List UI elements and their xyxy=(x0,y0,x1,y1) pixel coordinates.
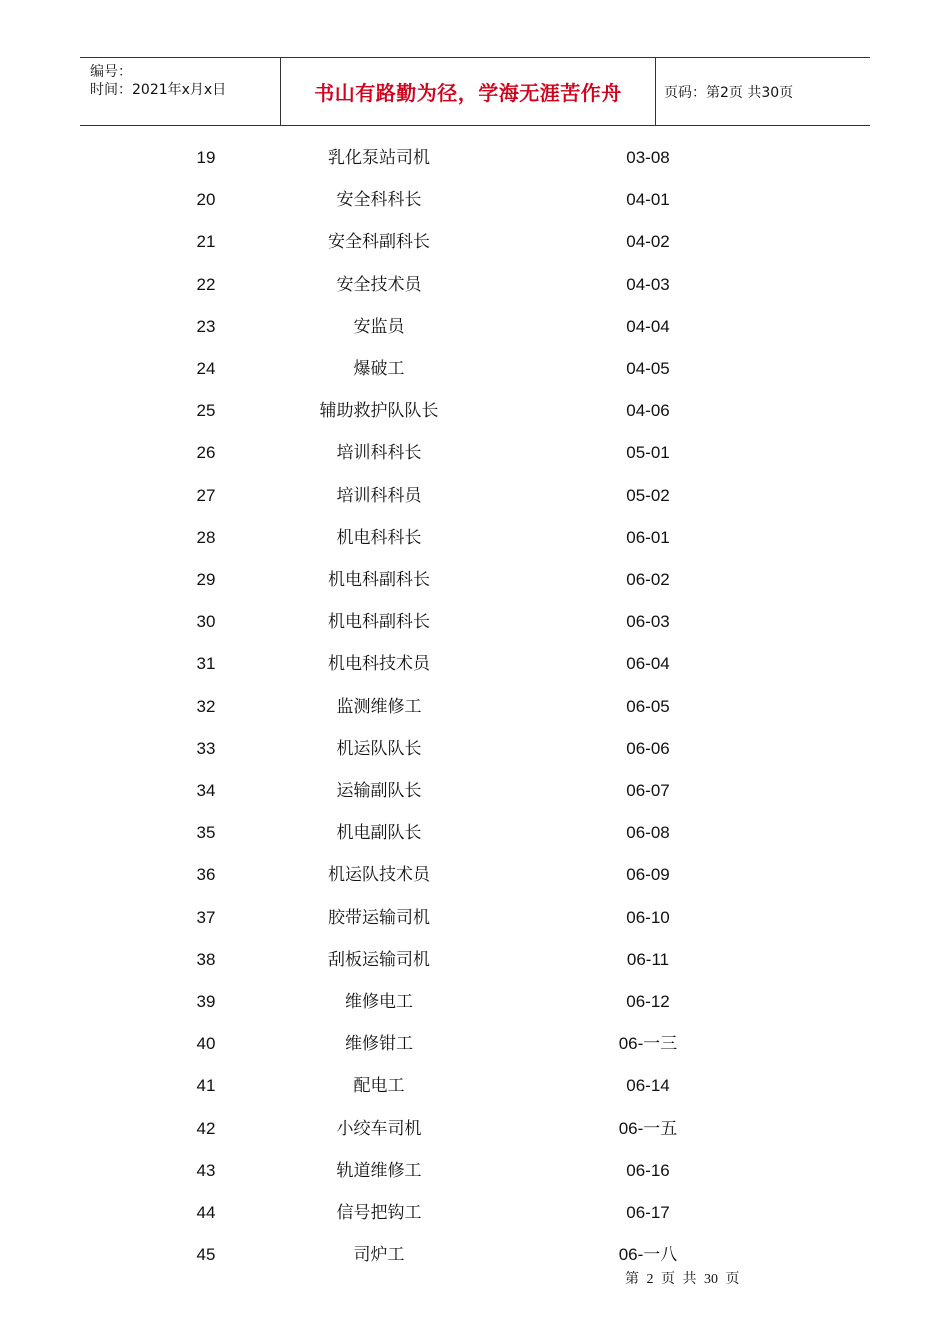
position-name: 机电科技术员 xyxy=(328,654,430,674)
row-number: 27 xyxy=(196,485,216,505)
position-name: 监测维修工 xyxy=(336,696,422,716)
table-row xyxy=(0,728,950,770)
row-number: 34 xyxy=(196,781,216,800)
position-name: 机电科副科长 xyxy=(328,612,430,632)
position-name: 机电科副科长 xyxy=(328,570,430,589)
position-code: 05-02 xyxy=(626,485,670,505)
row-number: 22 xyxy=(196,274,216,294)
table-row xyxy=(0,1150,950,1192)
table-row xyxy=(0,517,950,559)
table-row xyxy=(0,770,950,812)
position-code: 06-一五 xyxy=(618,1118,678,1138)
position-name: 维修电工 xyxy=(345,992,413,1011)
position-code: 04-02 xyxy=(626,232,670,252)
table-row xyxy=(0,137,950,179)
position-name: 维修钳工 xyxy=(345,1034,413,1054)
table-row xyxy=(0,939,950,981)
position-name: 机运队队长 xyxy=(336,738,422,758)
page-header xyxy=(80,57,870,126)
row-number: 30 xyxy=(196,612,216,632)
table-row xyxy=(0,897,950,939)
row-number: 19 xyxy=(196,148,216,167)
row-number: 20 xyxy=(196,190,216,210)
position-name: 运输副队长 xyxy=(336,781,422,800)
table-row xyxy=(0,1192,950,1234)
row-number: 23 xyxy=(196,316,216,336)
row-number: 41 xyxy=(196,1076,216,1096)
position-code: 06-01 xyxy=(626,527,670,547)
position-name: 小绞车司机 xyxy=(336,1118,422,1138)
row-number: 44 xyxy=(196,1203,216,1222)
position-name: 轨道维修工 xyxy=(336,1160,422,1180)
row-number: 21 xyxy=(196,232,216,252)
position-code: 05-01 xyxy=(626,443,670,463)
position-name: 安全科科长 xyxy=(336,190,422,210)
row-number: 43 xyxy=(196,1160,216,1180)
position-name: 司炉工 xyxy=(353,1245,405,1265)
row-number: 28 xyxy=(196,527,216,547)
position-code: 06-09 xyxy=(626,865,670,885)
position-code: 04-05 xyxy=(626,359,670,378)
time-label: 时间：2021年x月x日 xyxy=(90,82,227,98)
header-meta xyxy=(80,58,280,125)
row-number: 42 xyxy=(196,1118,216,1138)
position-code: 06-07 xyxy=(626,781,670,800)
position-name: 机电科科长 xyxy=(336,527,422,547)
number-label: 编号： xyxy=(90,64,132,80)
position-code: 06-16 xyxy=(626,1160,670,1180)
table-row xyxy=(0,1108,950,1150)
table-row xyxy=(0,390,950,432)
row-number: 35 xyxy=(196,823,216,843)
table-row xyxy=(0,1023,950,1065)
table-row xyxy=(0,348,950,390)
row-number: 40 xyxy=(196,1034,216,1054)
position-code: 04-04 xyxy=(626,316,670,336)
position-code: 06-05 xyxy=(626,696,670,716)
row-number: 33 xyxy=(196,738,216,758)
position-name: 爆破工 xyxy=(353,359,405,378)
position-code: 06-14 xyxy=(626,1076,670,1096)
table-row xyxy=(0,981,950,1023)
row-number: 45 xyxy=(196,1245,216,1265)
position-name: 配电工 xyxy=(353,1076,405,1096)
table-row xyxy=(0,179,950,221)
page-footer: 第 2 页 共 30 页 xyxy=(625,1272,740,1287)
position-name: 刮板运输司机 xyxy=(328,949,430,969)
table-row xyxy=(0,812,950,854)
position-code: 06-17 xyxy=(626,1203,670,1222)
table-row xyxy=(0,221,950,263)
position-code: 04-03 xyxy=(626,274,670,294)
header-motto-cell xyxy=(280,58,656,125)
table-row xyxy=(0,475,950,517)
position-name: 安全科副科长 xyxy=(328,232,430,252)
table-row xyxy=(0,432,950,474)
table-row xyxy=(0,601,950,643)
position-code: 06-02 xyxy=(626,570,670,589)
table-row xyxy=(0,1234,950,1276)
position-code: 06-06 xyxy=(626,738,670,758)
position-name: 信号把钩工 xyxy=(336,1203,422,1222)
position-name: 培训科科员 xyxy=(336,485,422,505)
row-number: 31 xyxy=(196,654,216,674)
table-row xyxy=(0,264,950,306)
position-code: 06-04 xyxy=(626,654,670,674)
position-name: 安监员 xyxy=(353,316,405,336)
position-name: 安全技术员 xyxy=(336,274,422,294)
table-row xyxy=(0,643,950,685)
position-name: 机电副队长 xyxy=(336,823,422,843)
table-row xyxy=(0,559,950,601)
header-page-cell xyxy=(655,58,870,125)
position-code: 06-一八 xyxy=(618,1245,678,1265)
row-number: 29 xyxy=(196,570,216,589)
position-code: 06-12 xyxy=(626,992,670,1011)
row-number: 24 xyxy=(196,359,216,378)
position-code: 04-01 xyxy=(626,190,670,210)
table-row xyxy=(0,306,950,348)
row-number: 38 xyxy=(196,949,216,969)
row-number: 25 xyxy=(196,401,216,421)
page-info: 页码：第2页 共30页 xyxy=(664,84,794,101)
position-name: 培训科科长 xyxy=(336,443,422,463)
position-code: 06-08 xyxy=(626,823,670,843)
table-row xyxy=(0,854,950,896)
position-code: 06-11 xyxy=(626,949,670,969)
row-number: 36 xyxy=(196,865,216,885)
position-name: 辅助救护队队长 xyxy=(319,401,439,421)
position-code: 06-03 xyxy=(626,612,670,632)
table-row xyxy=(0,686,950,728)
row-number: 39 xyxy=(196,992,216,1011)
row-number: 26 xyxy=(196,443,216,463)
row-number: 32 xyxy=(196,696,216,716)
position-code: 06-10 xyxy=(626,907,670,927)
position-code: 03-08 xyxy=(626,148,670,167)
table-row xyxy=(0,1065,950,1107)
position-code: 04-06 xyxy=(626,401,670,421)
position-name: 胶带运输司机 xyxy=(328,907,430,927)
position-name: 机运队技术员 xyxy=(328,865,430,885)
motto-text: 书山有路勤为径，学海无涯苦作舟 xyxy=(314,81,622,105)
position-code: 06-一三 xyxy=(618,1034,678,1054)
position-name: 乳化泵站司机 xyxy=(328,148,430,167)
row-number: 37 xyxy=(196,907,216,927)
